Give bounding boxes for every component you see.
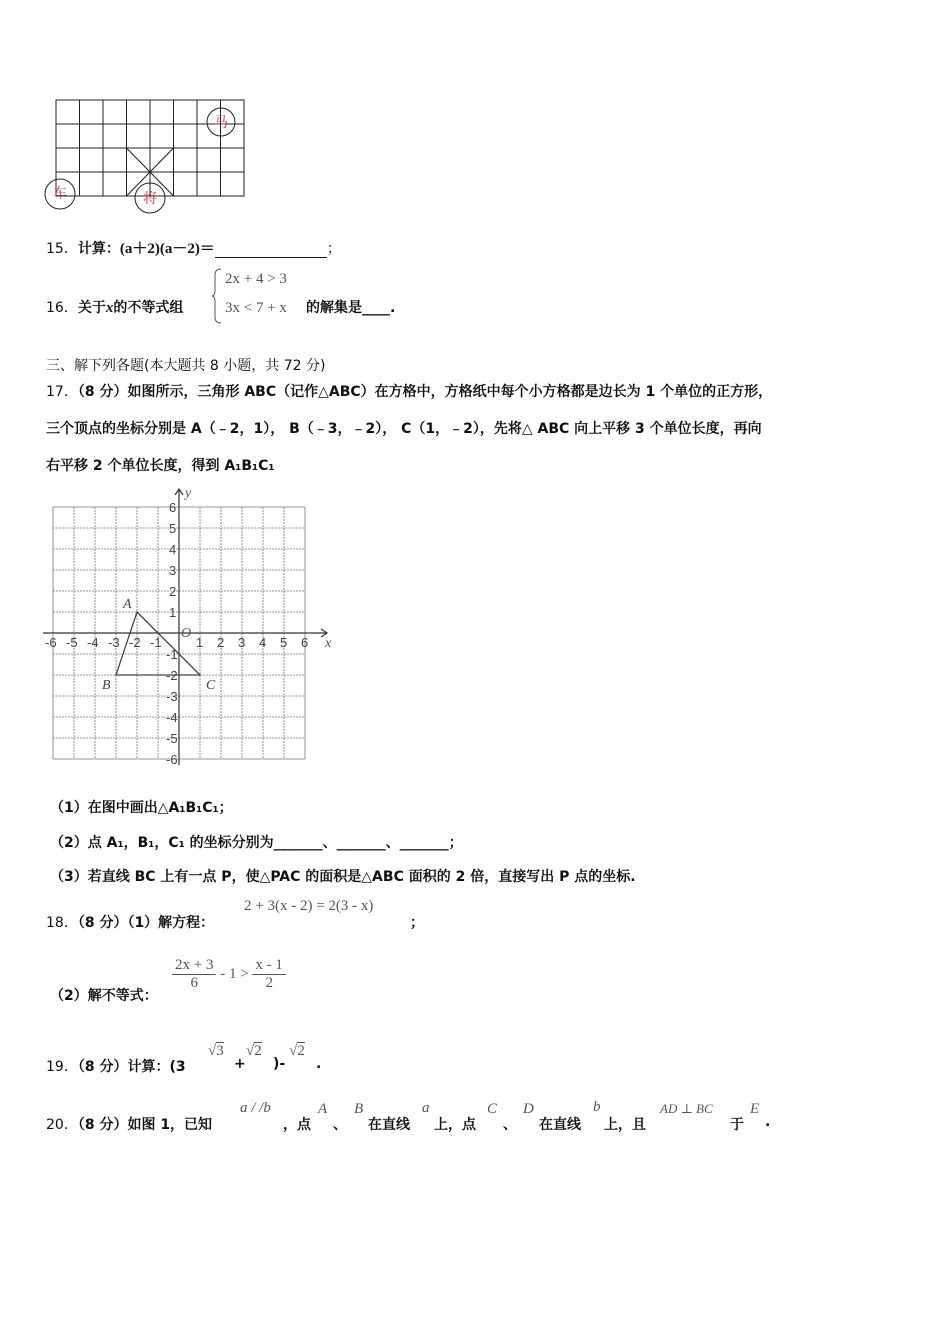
q16-pre: 关于: [77, 300, 106, 316]
x-tick-label: -6: [45, 635, 57, 650]
q19-label: （8 分）计算：(3: [77, 1059, 186, 1075]
sqrt-icon: √: [246, 1043, 255, 1059]
y-tick-label: -6: [166, 752, 178, 767]
q20-label: （8 分）如图 1，已知: [77, 1117, 213, 1133]
coordinate-grid-chart: [40, 478, 335, 773]
q16-post: 的不等式组: [113, 300, 184, 316]
q18-equation: 2 + 3(x - 2) = 2(3 - x): [244, 898, 374, 914]
y-tick-label: 4: [169, 542, 177, 557]
q20-t1: ，点: [283, 1117, 311, 1133]
q17-line-1: （8 分）如图所示，三角形 ABC（记作△ABC）在方格中，方格纸中每个小方格都是边长为 1 个单位的正方形，: [77, 384, 773, 400]
q19-sqrt-3: √3: [208, 1043, 224, 1059]
q20-line-a: a: [422, 1100, 430, 1116]
q20-number: 20．: [46, 1117, 78, 1133]
x-tick-label: 6: [301, 635, 309, 650]
q19-number: 19．: [46, 1059, 78, 1075]
x-tick-label: 5: [280, 635, 288, 650]
piece-che: 车: [53, 186, 67, 202]
q18-fraction-1: $\frac{2x + 3}{6}$: [172, 957, 216, 992]
x-axis-label: x: [325, 636, 332, 651]
question-19: [46, 1056, 186, 1076]
q19-sqrt-2a: √2: [246, 1043, 262, 1059]
q16-tail: 的解集是____.: [306, 300, 396, 316]
origin-label: O: [181, 626, 192, 641]
q20-t5: 上，且: [604, 1117, 646, 1133]
y-axis-label: y: [185, 486, 192, 501]
q20-point-d: D: [523, 1101, 534, 1117]
q15-tail: ；: [326, 241, 341, 257]
y-tick-label: -2: [166, 668, 178, 683]
q17-sub-3: （3）若直线 BC 上有一点 P，使△PAC 的面积是△ABC 面积的 2 倍，直接写出 P 点的坐标.: [50, 869, 636, 885]
piece-jiang: 将: [143, 191, 157, 207]
vertex-label-c: C: [206, 678, 216, 693]
y-tick-label: -1: [166, 647, 178, 662]
q20-sep-1: 、: [333, 1117, 347, 1133]
y-tick-label: 2: [169, 584, 177, 599]
y-tick-label: 5: [169, 521, 177, 536]
x-tick-label: -1: [150, 635, 162, 650]
q17-line-2: 三个顶点的坐标分别是 A（﹣2，1）， B（﹣3，﹣2）， C（1，﹣2），先将△ ABC 向上平移 3 个单位长度，再向: [46, 421, 762, 437]
q20-t2: 在直线: [368, 1117, 410, 1133]
sqrt-icon: √: [208, 1043, 217, 1059]
q18-fraction-2: $\frac{x - 1}{2}$: [252, 957, 286, 992]
x-tick-label: 1: [196, 635, 204, 650]
q18-inequality: [172, 957, 286, 992]
question-16: [46, 297, 183, 317]
q20-point-c: C: [487, 1101, 498, 1117]
x-tick-label: 4: [259, 635, 267, 650]
q19-sqrt-2b: √2: [289, 1043, 305, 1059]
sqrt-icon: √: [289, 1043, 298, 1059]
chess-board-figure: [40, 95, 255, 220]
y-tick-label: -5: [166, 731, 178, 746]
q20-perpendicular: AD ⊥ BC: [660, 1101, 713, 1116]
q20-line-b: b: [593, 1099, 601, 1115]
q15-answer-blank: [215, 243, 327, 258]
y-tick-label: -3: [166, 689, 178, 704]
q15-number: 15．: [46, 241, 78, 257]
q20-t3: 上，点: [434, 1117, 476, 1133]
x-tick-label: -2: [129, 635, 141, 650]
q16-inequality-2: 3x < 7 + x: [225, 300, 287, 316]
q20-point-b: B: [354, 1101, 364, 1117]
q20-parallel: a / /b: [240, 1100, 271, 1116]
q18-part1-label: （8 分）（1）解方程：: [77, 915, 215, 931]
q19-tail: .: [316, 1056, 322, 1072]
q17-line-3: 右平移 2 个单位长度，得到 A₁B₁C₁: [46, 458, 275, 474]
q20-t6: 于: [730, 1117, 744, 1133]
question-15: [46, 237, 341, 258]
x-tick-label: -3: [108, 635, 120, 650]
q20-sep-2: 、: [503, 1117, 517, 1133]
q15-expression: (a＋2)(a－2)＝: [119, 241, 215, 257]
q18-part2-label: （2）解不等式：: [50, 988, 158, 1004]
q20-point-a: A: [318, 1101, 328, 1117]
vertex-label-b: B: [102, 678, 111, 693]
q17-sub-2: （2）点 A₁，B₁，C₁ 的坐标分别为_______、_______、_______；: [50, 835, 463, 851]
section-3-title: 三、解下列各题(本大题共 8 小题，共 72 分): [46, 358, 326, 374]
q18-mid: - 1 >: [220, 965, 249, 982]
x-tick-label: -4: [87, 635, 99, 650]
question-20: [46, 1114, 212, 1134]
q20-tail: .: [765, 1114, 771, 1130]
question-18-part-1: [46, 912, 214, 932]
vertex-label-a: A: [123, 597, 132, 612]
q20-point-e: E: [750, 1101, 760, 1117]
q16-var: x: [105, 300, 114, 316]
q19-close: )-: [273, 1056, 286, 1072]
q17-sub-1: （1）在图中画出△A₁B₁C₁；: [50, 800, 233, 816]
y-tick-label: 3: [169, 563, 177, 578]
q16-inequality-1: 2x + 4 > 3: [225, 271, 287, 287]
q16-number: 16．: [46, 300, 78, 316]
q19-plus: +: [234, 1056, 246, 1072]
y-tick-label: 1: [169, 605, 177, 620]
piece-ma: 马: [214, 115, 228, 131]
q18-number: 18．: [46, 915, 78, 931]
q15-label: 计算：: [77, 241, 120, 257]
question-17: [46, 381, 772, 401]
x-tick-label: 2: [217, 635, 225, 650]
y-tick-label: 6: [169, 500, 177, 515]
q17-number: 17．: [46, 384, 78, 400]
x-tick-label: -5: [66, 635, 78, 650]
q18-part1-tail: ；: [410, 915, 424, 931]
q20-t4: 在直线: [539, 1117, 581, 1133]
y-tick-label: -4: [166, 710, 178, 725]
x-tick-label: 3: [238, 635, 246, 650]
brace-icon: [212, 268, 222, 324]
